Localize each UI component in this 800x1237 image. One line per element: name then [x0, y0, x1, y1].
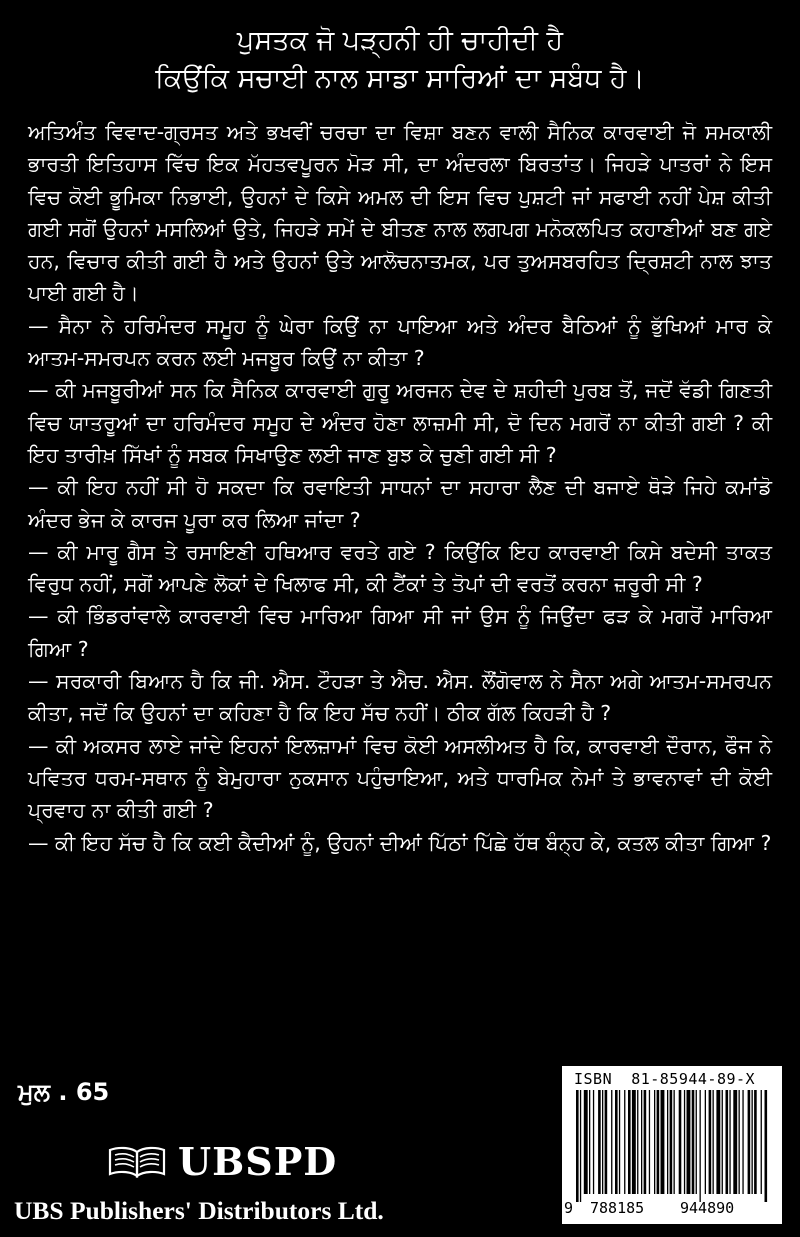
barcode-bars [576, 1090, 768, 1202]
barcode-bar [632, 1090, 636, 1194]
question-item: — ਕੀ ਅਕਸਰ ਲਾਏ ਜਾਂਦੇ ਇਹਨਾਂ ਇਲਜ਼ਾਮਾਂ ਵਿਚ ਕੋਈ ਅਸਲੀਅਤ ਹੈ ਕਿ, ਕਾਰਵਾਈ ਦੌਰਾਨ, ਫੌਜ ਨੇ ਪਵਿਤਰ ਧਰਮ-ਸਥਾਨ ਨੂੰ ਬੇਮੁਹਾਰਾ ਨੁਕਸਾਨ ਪਹੁੰਚਾਇਆ, ਅਤੇ ਧਾਰਮਿਕ ਨੇਮਾਂ ਤੇ ਭਾਵਨਾਵਾਂ ਦੀ ਕੋਈ ਪ੍ਰਵਾਹ ਨਾ ਕੀਤੀ ਗਈ ? [28, 733, 772, 823]
barcode-bar [722, 1090, 723, 1194]
question-item: — ਕੀ ਇਹ ਨਹੀਂ ਸੀ ਹੋ ਸਕਦਾ ਕਿ ਰਵਾਇਤੀ ਸਾਧਨਾਂ ਦਾ ਸਹਾਰਾ ਲੈਣ ਦੀ ਬਜਾਏ ਥੋੜੇ ਜਿਹੇ ਕਮਾਂਡੋ ਅੰਦਰ ਭੇਜ ਕੇ ਕਾਰਜ ਪੂਰਾ ਕਰ ਲਿਆ ਜਾਂਦਾ ? [28, 475, 772, 532]
isbn-line [574, 1070, 774, 1088]
question-item: — ਕੀ ਮਜਬੂਰੀਆਂ ਸਨ ਕਿ ਸੈਨਿਕ ਕਾਰਵਾਈ ਗੁਰੂ ਅਰਜਨ ਦੇਵ ਦੇ ਸ਼ਹੀਦੀ ਪੁਰਬ ਤੋਂ, ਜਦੋਂ ਵੱਡੀ ਗਿਣਤੀ ਵਿਚ ਯਾਤਰੂਆਂ ਦਾ ਹਰਿਮੰਦਰ ਸਮੂਹ ਦੇ ਅੰਦਰ ਹੋਣਾ ਲਾਜ਼ਮੀ ਸੀ, ਦੋ ਦਿਨ ਮਗਰੋਂ ਨਾ ਕੀਤੀ ਗਈ ? ਕੀ ਇਹ ਤਾਰੀਖ਼ ਸਿੱਖਾਂ ਨੂੰ ਸਬਕ ਸਿਖਾਉਣ ਲਈ ਜਾਣ ਬੁਝ ਕੇ ਚੁਣੀ ਗਈ ਸੀ ? [28, 378, 772, 467]
barcode-bar [667, 1090, 668, 1194]
barcode-bar [765, 1090, 768, 1202]
barcode-bar [644, 1090, 647, 1194]
question-item: — ਕੀ ਮਾਰੂ ਗੈਸ ਤੇ ਰਸਾਇਣੀ ਹਥਿਆਰ ਵਰਤੇ ਗਏ ? ਕਿਉਂਕਿ ਇਹ ਕਾਰਵਾਈ ਕਿਸੇ ਬਦੇਸੀ ਤਾਕਤ ਵਿਰੁਧ ਨਹੀਂ, ਸਗੋਂ ਆਪਣੇ ਲੋਕਾਂ ਦੇ ਖਿਲਾਫ ਸੀ, ਕੀ ਟੈਂਕਾਂ ਤੇ ਤੋਪਾਂ ਦੀ ਵਰਤੋਂ ਕਰਨਾ ਜ਼ਰੂਰੀ ਸੀ ? [28, 539, 772, 597]
question-item: — ਕੀ ਭਿੰਡਰਾਂਵਾਲੇ ਕਾਰਵਾਈ ਵਿਚ ਮਾਰਿਆ ਗਿਆ ਸੀ ਜਾਂ ਉਸ ਨੂੰ ਜਿਉਂਦਾ ਫੜ ਕੇ ਮਗਰੋਂ ਮਾਰਿਆ ਗਿਆ ? [28, 604, 772, 661]
barcode-bar [696, 1090, 697, 1194]
headline-line-2: ਕਿਉਂਕਿ ਸਚਾਈ ਨਾਲ ਸਾਡਾ ਸਾਰਿਆਂ ਦਾ ਸਬੰਧ ਹੈ। [155, 63, 645, 94]
barcode-bar [628, 1090, 631, 1194]
barcode-bar [674, 1090, 675, 1194]
open-book-icon [106, 1144, 168, 1180]
barcode-bar [713, 1090, 714, 1194]
blurb [28, 116, 772, 859]
barcode-bar [716, 1090, 720, 1194]
barcode-bar [687, 1090, 691, 1194]
barcode-bar [679, 1090, 682, 1194]
price-label: ਮੁਲ . 65 [18, 1078, 110, 1106]
barcode-bar [584, 1090, 588, 1194]
barcode-bar [661, 1090, 665, 1194]
barcode-bar [657, 1090, 660, 1194]
barcode-bar [637, 1090, 638, 1194]
barcode-bar [615, 1090, 618, 1194]
headline-line-1: ਪੁਸਤਕ ਜੋ ਪੜ੍ਹਨੀ ਹੀ ਚਾਹੀਦੀ ਹੈ [236, 25, 564, 56]
barcode-bar [619, 1090, 620, 1194]
barcode-bar [602, 1090, 603, 1194]
intro-paragraph: ਅਤਿਅੰਤ ਵਿਵਾਦ-ਗ੍ਰਸਤ ਅਤੇ ਭਖਵੀਂ ਚਰਚਾ ਦਾ ਵਿਸ਼ਾ ਬਣਨ ਵਾਲੀ ਸੈਨਿਕ ਕਾਰਵਾਈ ਜੋ ਸਮਕਾਲੀ ਭਾਰਤੀ ਇਤਿਹਾਸ ਵਿੱਚ ਇਕ ਮੱਹਤਵਪੂਰਨ ਮੋੜ ਸੀ, ਦਾ ਅੰਦਰਲਾ ਬਿਰਤਾਂਤ। ਜਿਹੜੇ ਪਾਤਰਾਂ ਨੇ ਇਸ ਵਿਚ ਕੋਈ ਭੂਮਿਕਾ ਨਿਭਾਈ, ਉਹਨਾਂ ਦੇ ਕਿਸੇ ਅਮਲ ਦੀ ਇਸ ਵਿਚ ਪੁਸ਼ਟੀ ਜਾਂ ਸਫਾਈ ਨਹੀਂ ਪੇਸ਼ ਕੀਤੀ ਗਈ ਸਗੋਂ ਉਹਨਾਂ ਮਸਲਿਆਂ ਉਤੇ, ਜਿਹੜੇ ਸਮੇਂ ਦੇ ਬੀਤਣ ਨਾਲ ਲਗਪਗ ਮਨੋਕਲਪਿਤ ਕਹਾਣੀਆਂ ਬਣ ਗਏ ਹਨ, ਵਿਚਾਰ ਕੀਤੀ ਗਈ ਹੈ ਅਤੇ ਉਹਨਾਂ ਉਤੇ ਆਲੋਚਨਾਤਮਕ, ਪਰ ਤੁਅਸਬਰਹਿਤ ਦ੍ਰਿਸ਼ਟੀ ਨਾਲ ਝਾਤ ਪਾਈ ਗਈ ਹੈ। [28, 120, 772, 306]
publisher-name: UBS Publishers' Distributors Ltd. [14, 1196, 384, 1225]
barcode-lead-digit: 9 [564, 1199, 574, 1217]
barcode-bar [729, 1090, 730, 1194]
barcode-bar [705, 1090, 706, 1194]
publisher-logo [106, 1139, 338, 1184]
barcode-right-digits: 944890 [680, 1199, 735, 1217]
barcode-bar [684, 1090, 685, 1194]
isbn-barcode [562, 1066, 782, 1224]
question-item: — ਸੈਨਾ ਨੇ ਹਰਿਮੰਦਰ ਸਮੂਹ ਨੂੰ ਘੇਰਾ ਕਿਉਂ ਨਾ ਪਾਇਆ ਅਤੇ ਅੰਦਰ ਬੈਠਿਆਂ ਨੂੰ ਭੁੱਖਿਆਂ ਮਾਰ ਕੇ ਆਤਮ-ਸਮਰਪਨ ਕਰਨ ਲਈ ਮਜਬੂਰ ਕਿਉਂ ਨਾ ਕੀਤਾ ? [28, 313, 772, 371]
barcode-bar [649, 1090, 650, 1194]
barcode-bar [748, 1090, 751, 1194]
question-item: — ਕੀ ਇਹ ਸੱਚ ਹੈ ਕਿ ਕਈ ਕੈਦੀਆਂ ਨੂੰ, ਉਹਨਾਂ ਦੀਆਂ ਪਿੱਠਾਂ ਪਿੱਛੇ ਹੱਥ ਬੰਨ੍ਹ ਕੇ, ਕਤਲ ਕੀਤਾ ਗਿਆ ? [28, 830, 772, 855]
barcode-bar [589, 1090, 590, 1194]
barcode-bar [761, 1090, 762, 1194]
logo-wordmark: UBSPD [178, 1139, 338, 1184]
barcode-bar [624, 1090, 625, 1194]
barcode-bar [700, 1090, 701, 1202]
barcode-bar [605, 1090, 608, 1194]
barcode-bar [739, 1090, 740, 1194]
isbn-label: ISBN [574, 1070, 613, 1088]
barcode-bar [593, 1090, 594, 1194]
question-item: — ਸਰਕਾਰੀ ਬਿਆਨ ਹੈ ਕਿ ਜੀ. ਐਸ. ਟੌਹੜਾ ਤੇ ਐਚ. ਐਸ. ਲੌਂਗੋਵਾਲ ਨੇ ਸੈਨਾ ਅਗੇ ਆਤਮ-ਸਮਰਪਨ ਕੀਤਾ, ਜਦੋਂ ਕਿ ਉਹਨਾਂ ਦਾ ਕਹਿਣਾ ਹੈ ਕਿ ਇਹ ਸੱਚ ਨਹੀਂ। ਠੀਕ ਗੱਲ ਕਿਹੜੀ ਹੈ ? [28, 669, 772, 726]
barcode-bar [641, 1090, 642, 1194]
barcode-bar [576, 1090, 579, 1202]
barcode-bar [598, 1090, 601, 1194]
barcode-left-digits: 788185 [590, 1199, 645, 1217]
barcode-digits [562, 1199, 782, 1221]
barcode-bar [754, 1090, 757, 1194]
barcode-bar [654, 1090, 655, 1194]
headline [0, 22, 800, 98]
barcode-bar [670, 1090, 673, 1194]
barcode-bar [742, 1090, 743, 1194]
barcode-bar [752, 1090, 753, 1194]
barcode-bar [692, 1090, 695, 1194]
barcode-bar [726, 1090, 729, 1194]
barcode-bar [709, 1090, 712, 1194]
barcode-bar [580, 1090, 581, 1202]
barcode-bar [733, 1090, 737, 1194]
barcode-bar [611, 1090, 612, 1194]
isbn-number: 81-85944-89-X [631, 1070, 756, 1088]
